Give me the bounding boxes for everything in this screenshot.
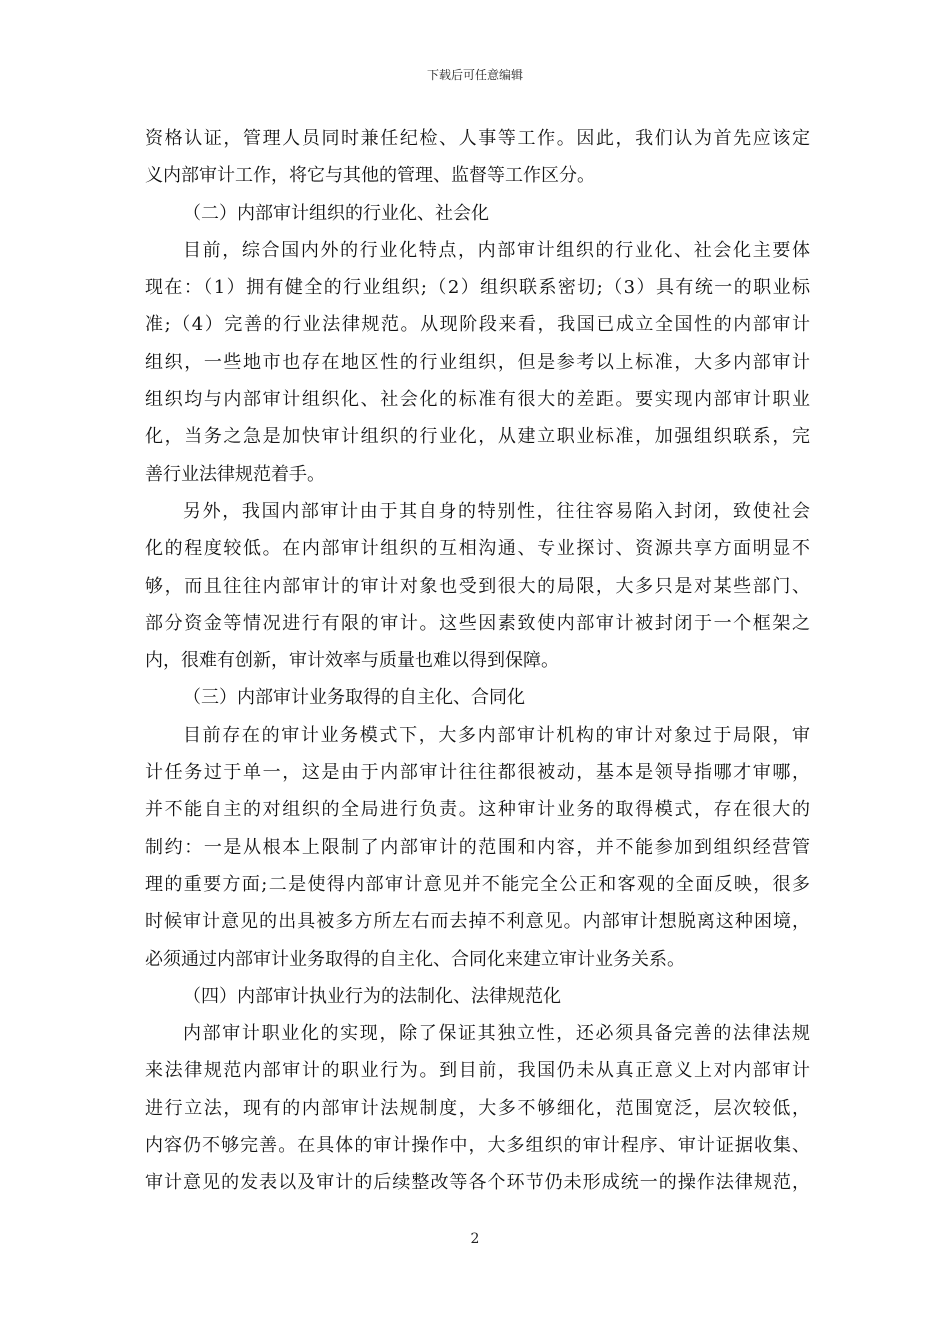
text-line: 化的程度较低。在内部审计组织的互相沟通、专业探讨、资源共享方面明显不 [145,538,810,560]
text-line: 内，很难有创新，审计效率与质量也难以得到保障。 [145,650,559,672]
text-line: 组织，一些地市也存在地区性的行业组织，但是参考以上标准，大多内部审计 [145,351,810,373]
text-line: 够，而且往往内部审计的审计对象也受到很大的局限，大多只是对某些部门、 [145,575,810,597]
text-line: 制约：一是从根本上限制了内部审计的范围和内容，并不能参加到组织经营管 [145,836,810,858]
text-line: 计任务过于单一，这是由于内部审计往往都很被动，基本是领导指哪才审哪， [145,762,810,784]
text-line: 进行立法，现有的内部审计法规制度，大多不够细化，范围宽泛，层次较低， [145,1097,810,1119]
text-line: 内容仍不够完善。在具体的审计操作中，大多组织的审计程序、审计证据收集、 [145,1135,810,1157]
text-line: 审计意见的发表以及审计的后续整改等各个环节仍未形成统一的操作法律规范， [145,1172,810,1194]
text-line: 并不能自主的对组织的全局进行负责。这种审计业务的取得模式，存在很大的 [145,799,810,821]
text-line: 资格认证，管理人员同时兼任纪检、人事等工作。因此，我们认为首先应该定 [145,128,810,149]
text-line: 准;（4）完善的行业法律规范。从现阶段来看，我国已成立全国性的内部审计 [145,314,810,336]
text-line: 必须通过内部审计业务取得的自主化、合同化来建立审计业务关系。 [145,948,685,970]
page-number: 2 [470,1231,480,1247]
section-heading: （三）内部审计业务取得的自主化、合同化 [183,687,525,709]
text-line: 善行业法律规范着手。 [145,463,325,485]
section-heading: （四）内部审计执业行为的法制化、法律规范化 [183,985,561,1007]
text-line: 义内部审计工作，将它与其他的管理、监督等工作区分。 [145,165,595,187]
text-line: 来法律规范内部审计的职业行为。到目前，我国仍未从真正意义上对内部审计 [145,1060,810,1082]
page-header: 下载后可任意编辑 [426,68,523,82]
text-line: 目前存在的审计业务模式下，大多内部审计机构的审计对象过于局限，审 [183,724,810,746]
text-line: 理的重要方面;二是使得内部审计意见并不能完全公正和客观的全面反映，很多 [145,873,810,895]
text-line: 目前，综合国内外的行业化特点，内部审计组织的行业化、社会化主要体 [183,239,810,261]
text-line: 组织均与内部审计组织化、社会化的标准有很大的差距。要实现内部审计职业 [145,389,810,411]
text-line: 化，当务之急是加快审计组织的行业化，从建立职业标准，加强组织联系，完 [145,426,810,448]
text-line: 时候审计意见的出具被多方所左右而去掉不利意见。内部审计想脱离这种困境， [145,911,810,933]
section-heading: （二）内部审计组织的行业化、社会化 [183,202,489,224]
text-line: 内部审计职业化的实现，除了保证其独立性，还必须具备完善的法律法规 [183,1023,810,1045]
text-line: 另外，我国内部审计由于其自身的特别性，往往容易陷入封闭，致使社会 [183,500,810,522]
document-body [145,120,810,1202]
text-line: 部分资金等情况进行有限的审计。这些因素致使内部审计被封闭于一个框架之 [145,612,810,634]
text-line: 现在：（1）拥有健全的行业组织;（2）组织联系密切;（3）具有统一的职业标 [145,277,810,299]
